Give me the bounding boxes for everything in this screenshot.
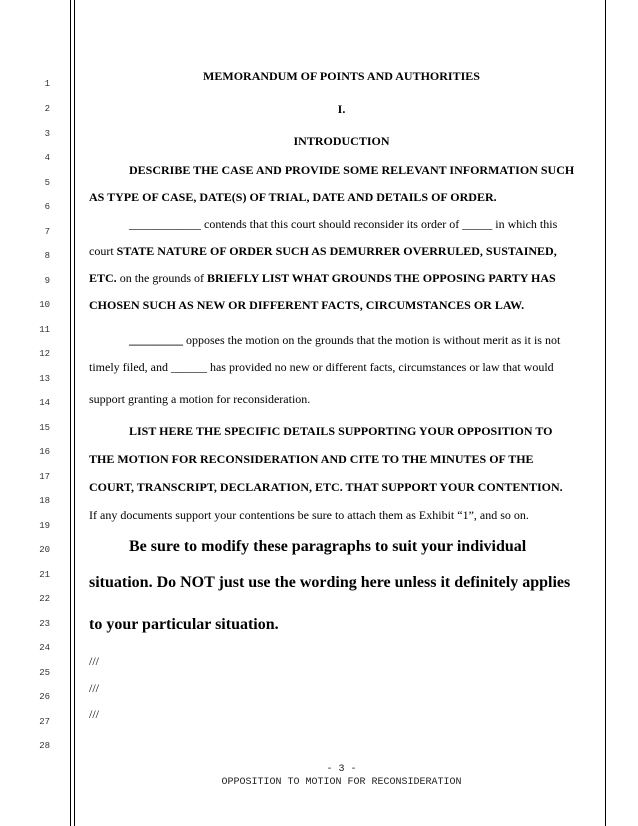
line-number: 20 [39,545,50,555]
paragraph-2-line-2 [89,244,594,259]
text-run-bold: STATE NATURE OF ORDER SUCH AS DEMURRER OVERRULED, SUSTAINED, [116,244,557,258]
right-margin-rule [605,0,606,826]
line-number: 1 [44,79,50,89]
paragraph-5-line-1: Be sure to modify these paragraphs to suit your individual [129,538,527,555]
paragraph-3-line-3: support granting a motion for reconsideration. [89,392,311,406]
line-number: 10 [39,300,50,310]
paragraph-3-line-2: timely filed, and ______ has provided no new or different facts, circumstances or law that would [89,360,554,374]
line-number: 28 [39,741,50,751]
section-title: INTRODUCTION [293,134,390,148]
paragraph-4-line-3: COURT, TRANSCRIPT, DECLARATION, ETC. THAT SUPPORT YOUR CONTENTION. [89,480,563,494]
continuation-marker: /// [89,681,100,695]
line-number: 11 [39,325,50,335]
text-run-bold: ETC. [89,271,117,285]
line-number: 13 [39,374,50,384]
line-number: 21 [39,570,50,580]
paragraph-4-line-2: THE MOTION FOR RECONSIDERATION AND CITE TO THE MINUTES OF THE [89,452,534,466]
left-margin-rule-inner [74,0,75,826]
paragraph-2-line-1: ____________ contends that this court should reconsider its order of _____ in which this [129,217,558,231]
paragraph-4-line-4: If any documents support your contentions be sure to attach them as Exhibit “1”, and so on. [89,508,529,522]
text-run: on the grounds of [116,271,208,285]
line-number: 22 [39,594,50,604]
line-number: 19 [39,521,50,531]
line-number: 12 [39,349,50,359]
paragraph-5-line-2: situation. Do NOT just use the wording here unless it definitely applies [89,574,571,591]
footer-page-number: - 3 - [326,764,357,775]
memorandum-heading: MEMORANDUM OF POINTS AND AUTHORITIES [203,69,480,83]
text-run: court [89,244,117,258]
line-number: 17 [39,472,50,482]
line-number: 26 [39,692,50,702]
line-number: 7 [44,227,50,237]
line-number: 27 [39,717,50,727]
line-number: 15 [39,423,50,433]
line-number: 3 [44,129,50,139]
paragraph-4-line-1: LIST HERE THE SPECIFIC DETAILS SUPPORTING YOUR OPPOSITION TO [129,424,553,438]
footer-title: OPPOSITION TO MOTION FOR RECONSIDERATION [221,777,462,788]
text-run: opposes the motion on the grounds that the motion is without merit as it is not [183,333,561,347]
line-number: 16 [39,447,50,457]
line-number: 25 [39,668,50,678]
left-margin-rule-outer [70,0,71,826]
continuation-marker: /// [89,707,100,721]
line-number: 4 [44,153,50,163]
paragraph-3-line-1 [129,333,594,348]
line-number: 2 [44,104,50,114]
section-number: I. [337,102,346,116]
text-run-bold: BRIEFLY LIST WHAT GROUNDS THE OPPOSING PARTY HAS [207,271,556,285]
paragraph-1-line-2: AS TYPE OF CASE, DATE(S) OF TRIAL, DATE AND DETAILS OF ORDER. [89,190,497,204]
line-number: 5 [44,178,50,188]
paragraph-2-line-3 [89,271,594,286]
line-number: 24 [39,643,50,653]
line-number: 14 [39,398,50,408]
paragraph-1-line-1: DESCRIBE THE CASE AND PROVIDE SOME RELEVANT INFORMATION SUCH [129,163,575,177]
line-number: 6 [44,202,50,212]
line-number: 9 [44,276,50,286]
text-run-bold: _________ [129,333,183,347]
continuation-marker: /// [89,654,100,668]
line-number: 8 [44,251,50,261]
line-number: 23 [39,619,50,629]
paragraph-5-line-3: to your particular situation. [89,616,279,633]
paragraph-2-line-4: CHOSEN SUCH AS NEW OR DIFFERENT FACTS, CIRCUMSTANCES OR LAW. [89,298,525,312]
line-number: 18 [39,496,50,506]
